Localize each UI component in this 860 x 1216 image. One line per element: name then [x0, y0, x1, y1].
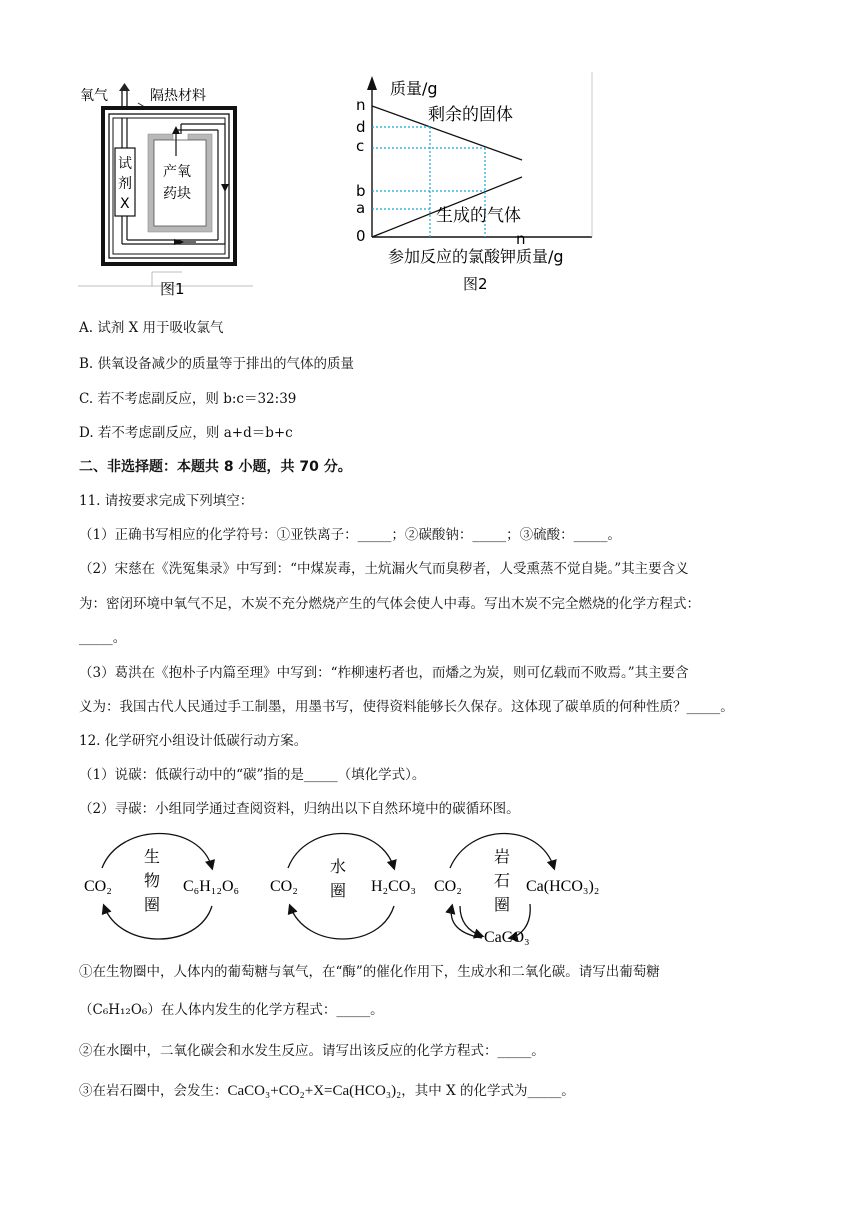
y-tick-n: n [356, 96, 366, 114]
water-center-1: 水 [330, 857, 347, 876]
reagent-x-char-1: 试 [118, 156, 132, 172]
biosphere-cycle [84, 834, 239, 940]
q12-sub1-line2: （C₆H₁₂O₆）在人体内发生的化学方程式：_____。 [79, 1002, 384, 1018]
drug-block-line-1: 产氧 [163, 164, 191, 180]
rock-left-co2: CO₂ [434, 878, 462, 895]
drug-block-line-2: 药块 [163, 186, 191, 202]
bio-right-glucose: C₆H₁₂O₆ [183, 878, 240, 895]
y-tick-c: c [356, 137, 365, 155]
gas-line-label: 生成的气体 [436, 206, 521, 226]
y-tick-a: a [356, 199, 366, 217]
figure-1-caption: 图1 [160, 280, 185, 298]
water-right-h2co3: H₂CO₃ [371, 878, 416, 895]
q12-part1: （1）说碳：低碳行动中的“碳”指的是_____（填化学式）。 [79, 767, 426, 783]
y-tick-0: 0 [356, 227, 366, 245]
rock-center-2: 石 [494, 871, 511, 890]
q12-sub3-suffix: ，其中 X 的化学式为_____。 [401, 1083, 575, 1099]
q12-part2: （2）寻碳：小组同学通过查阅资料，归纳出以下自然环境中的碳循环图。 [79, 801, 520, 817]
y-axis-label: 质量/g [390, 79, 438, 98]
bio-center-1: 生 [144, 847, 161, 866]
oxygen-label: 氧气 [80, 88, 108, 104]
rock-center-1: 岩 [494, 847, 511, 866]
q12-sub2: ②在水圈中，二氧化碳会和水发生反应。请写出该反应的化学方程式：_____。 [79, 1043, 545, 1059]
x-tick-n: n [516, 230, 526, 248]
reagent-x-char-3: X [120, 196, 130, 212]
q11-part2-line2: 为：密闭环境中氧气不足，木炭不充分燃烧产生的气体会使人中毒。写出木炭不完全燃烧的化学方程式： [79, 596, 700, 612]
q11-part1: （1）正确书写相应的化学符号：①亚铁离子：_____；②碳酸钠：_____；③硫酸：_____。 [79, 527, 621, 543]
q12-sub3 [79, 1081, 575, 1101]
q11-part3-line1: （3）葛洪在《抱朴子内篇至理》中写到：“柞柳速朽者也，而燔之为炭，则可亿载而不败焉。”其主要含 [79, 665, 689, 681]
q12-sub3-equation: CaCO₃+CO₂+X=Ca(HCO₃)₂ [227, 1083, 402, 1099]
bio-center-3: 圈 [144, 895, 161, 914]
insulation-label: 隔热材料 [150, 88, 206, 104]
q11-part2-line3: _____。 [79, 630, 127, 646]
q12-sub1-line1: ①在生物圈中，人体内的葡萄糖与氧气，在“酶”的催化作用下，生成水和二氧化碳。请写出葡萄糖 [79, 964, 660, 980]
option-a: A. 试剂 X 用于吸收氯气 [79, 320, 224, 336]
option-d: D. 若不考虑副反应，则 a+d＝b+c [79, 425, 293, 441]
rock-right-bicarbonate: Ca(HCO₃)₂ [526, 878, 600, 895]
bio-left-co2: CO₂ [84, 878, 112, 895]
figure-1-apparatus [78, 76, 253, 302]
q11-part2-line1: （2）宋慈在《洗冤集录》中写到：“中煤炭毒，土炕漏火气而臭秽者，人受熏蒸不觉自毙。”其主要含义 [79, 561, 689, 577]
option-b: B. 供氧设备减少的质量等于排出的气体的质量 [79, 356, 355, 372]
solid-line-label: 剩余的固体 [428, 105, 513, 125]
y-tick-b: b [356, 182, 366, 200]
rock-bottom-caco3: CaCO₃ [484, 929, 530, 946]
water-left-co2: CO₂ [270, 878, 298, 895]
y-tick-d: d [356, 118, 366, 136]
figure-2-caption: 图2 [463, 275, 488, 293]
q11-stem: 11. 请按要求完成下列填空： [79, 493, 254, 509]
lithosphere-cycle [434, 834, 599, 947]
q12-sub3-prefix: ③在岩石圈中，会发生： [79, 1083, 228, 1099]
x-axis-label: 参加反应的氯酸钾质量/g [388, 247, 564, 266]
section-heading: 二、非选择题：本题共 8 小题，共 70 分。 [79, 459, 352, 475]
hydrosphere-cycle [270, 834, 416, 940]
reagent-x-char-2: 剂 [118, 176, 132, 192]
q12-stem: 12. 化学研究小组设计低碳行动方案。 [79, 733, 308, 749]
figure-2-graph [350, 72, 610, 298]
water-center-2: 圈 [330, 881, 347, 900]
bio-center-2: 物 [144, 871, 161, 890]
option-c: C. 若不考虑副反应，则 b:c＝32:39 [79, 391, 297, 407]
rock-center-3: 圈 [494, 895, 511, 914]
q11-part3-line2: 义为：我国古代人民通过手工制墨，用墨书写，使得资料能够长久保存。这体现了碳单质的何种性质？_____。 [79, 699, 734, 715]
carbon-cycle-diagram [80, 828, 620, 948]
